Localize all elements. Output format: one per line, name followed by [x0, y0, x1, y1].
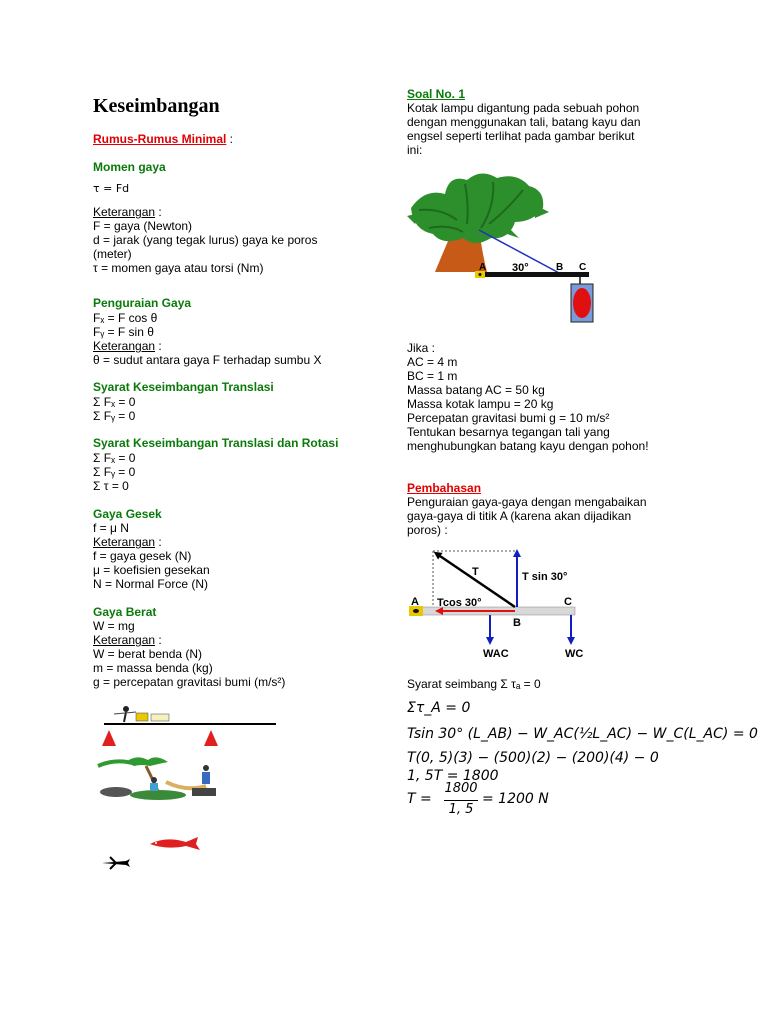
equation-5-denominator: 1, 5 — [448, 802, 474, 817]
penguraian-heading: Penguraian Gaya — [93, 296, 192, 310]
plane-illustration — [100, 855, 132, 871]
soal-heading: Soal No. 1 — [407, 87, 466, 101]
rotasi-line: Σ Fᵧ = 0 — [93, 465, 136, 479]
momen-keterangan-label: Keterangan — [93, 205, 156, 219]
gesek-line: N = Normal Force (N) — [93, 577, 209, 591]
fig1-label-c: C — [579, 262, 587, 273]
gesek-keterangan-colon: : — [155, 535, 162, 549]
rotasi-line: Σ τ = 0 — [93, 479, 129, 493]
gesek-line: f = gaya gesek (N) — [93, 549, 192, 563]
pembahasan-line: Penguraian gaya-gaya dengan mengabaikan — [407, 495, 647, 509]
seesaw-illustration — [96, 700, 282, 752]
jika-line: Percepatan gravitasi bumi g = 10 m/s² — [407, 411, 610, 425]
berat-keterangan-label: Keterangan — [93, 633, 156, 647]
fig2-label-tsin: T sin 30° — [522, 571, 568, 583]
fig2-label-t: T — [472, 566, 479, 578]
jika-line: Massa batang AC = 50 kg — [407, 383, 545, 397]
gesek-formula: f = μ N — [93, 521, 129, 535]
fig2-label-wc: WC — [565, 648, 584, 660]
jika-line: Jika : — [407, 341, 436, 355]
momen-heading: Momen gaya — [93, 160, 166, 174]
berat-keterangan-colon: : — [155, 633, 162, 647]
penguraian-line: θ = sudut antara gaya F terhadap sumbu X — [93, 353, 322, 367]
fig1-label-angle: 30° — [512, 262, 529, 274]
soal-line: ini: — [407, 143, 423, 157]
gesek-keterangan-label: Keterangan — [93, 535, 156, 549]
gesek-heading: Gaya Gesek — [93, 507, 162, 521]
berat-keterangan — [93, 633, 162, 647]
penguraian-keterangan-label: Keterangan — [93, 339, 156, 353]
translasi-line: Σ Fᵧ = 0 — [93, 409, 136, 423]
berat-line: m = massa benda (kg) — [93, 661, 213, 675]
equation-5-rhs: = 1200 N — [482, 791, 549, 807]
equation-3: T(0, 5)(3) − (500)(2) − (200)(4) − 0 — [407, 750, 659, 766]
equation-4: 1, 5T = 1800 — [407, 768, 499, 784]
momen-formula: τ = Fd — [93, 182, 130, 195]
fig2-label-wac: WAC — [483, 648, 509, 660]
momen-line: F = gaya (Newton) — [93, 219, 193, 233]
equation-1: Στ_A = 0 — [407, 700, 471, 716]
translasi-heading: Syarat Keseimbangan Translasi — [93, 380, 274, 394]
pembahasan-heading: Pembahasan — [407, 481, 482, 495]
equation-5-numerator: 1800 — [444, 781, 478, 796]
penguraian-fy: Fᵧ = F sin θ — [93, 325, 154, 339]
fig2-label-c: C — [564, 596, 572, 608]
fig2-label-tcos: Tcos 30° — [437, 597, 482, 609]
penguraian-keterangan-colon: : — [155, 339, 162, 353]
soal-line: engsel seperti terlihat pada gambar berikut — [407, 129, 635, 143]
island-illustration — [96, 752, 220, 802]
jika-line: BC = 1 m — [407, 369, 458, 383]
soal-line: Kotak lampu digantung pada sebuah pohon — [407, 101, 640, 115]
momen-line: d = jarak (yang tegak lurus) gaya ke poros — [93, 233, 318, 247]
berat-line: g = percepatan gravitasi bumi (m/s²) — [93, 675, 286, 689]
penguraian-fx: Fₓ = F cos θ — [93, 311, 158, 325]
equation-5-fraction-bar — [444, 800, 478, 801]
jika-line: Massa kotak lampu = 20 kg — [407, 397, 554, 411]
equation-2: Tsin 30° (L_AB) − W_AC(½L_AC) − W_C(L_AC) = 0 — [407, 726, 758, 742]
pembahasan-line: poros) : — [407, 523, 448, 537]
fig1-label-a: A — [479, 262, 487, 273]
force-diagram — [405, 545, 595, 665]
momen-keterangan-colon: : — [155, 205, 162, 219]
fish-illustration — [146, 834, 204, 854]
momen-line: (meter) — [93, 247, 132, 261]
penguraian-keterangan — [93, 339, 162, 353]
jika-line: AC = 4 m — [407, 355, 458, 369]
tree-lamp-figure — [405, 168, 605, 328]
fig1-label-b: B — [556, 262, 564, 273]
syarat-line: Syarat seimbang Σ τₐ = 0 — [407, 677, 541, 691]
berat-heading: Gaya Berat — [93, 605, 157, 619]
page-title: Keseimbangan — [93, 95, 220, 117]
momen-keterangan — [93, 205, 162, 219]
gesek-line: μ = koefisien gesekan — [93, 563, 210, 577]
rotasi-line: Σ Fₓ = 0 — [93, 451, 136, 465]
equation-5-lhs: T = — [407, 791, 432, 807]
fig2-label-a: A — [411, 596, 419, 608]
momen-line: τ = momen gaya atau torsi (Nm) — [93, 261, 264, 275]
pembahasan-line: gaya-gaya di titik A (karena akan dijadikan — [407, 509, 632, 523]
rotasi-heading: Syarat Keseimbangan Translasi dan Rotasi — [93, 436, 339, 450]
fig2-label-b: B — [513, 617, 521, 629]
jika-line: Tentukan besarnya tegangan tali yang — [407, 425, 610, 439]
rumus-colon: : — [226, 132, 234, 146]
jika-line: menghubungkan batang kayu dengan pohon! — [407, 439, 649, 453]
berat-formula: W = mg — [93, 619, 135, 633]
gesek-keterangan — [93, 535, 162, 549]
soal-line: dengan menggunakan tali, batang kayu dan — [407, 115, 641, 129]
rumus-heading — [93, 132, 233, 146]
translasi-line: Σ Fₓ = 0 — [93, 395, 136, 409]
rumus-label: Rumus-Rumus Minimal — [93, 132, 227, 146]
berat-line: W = berat benda (N) — [93, 647, 203, 661]
